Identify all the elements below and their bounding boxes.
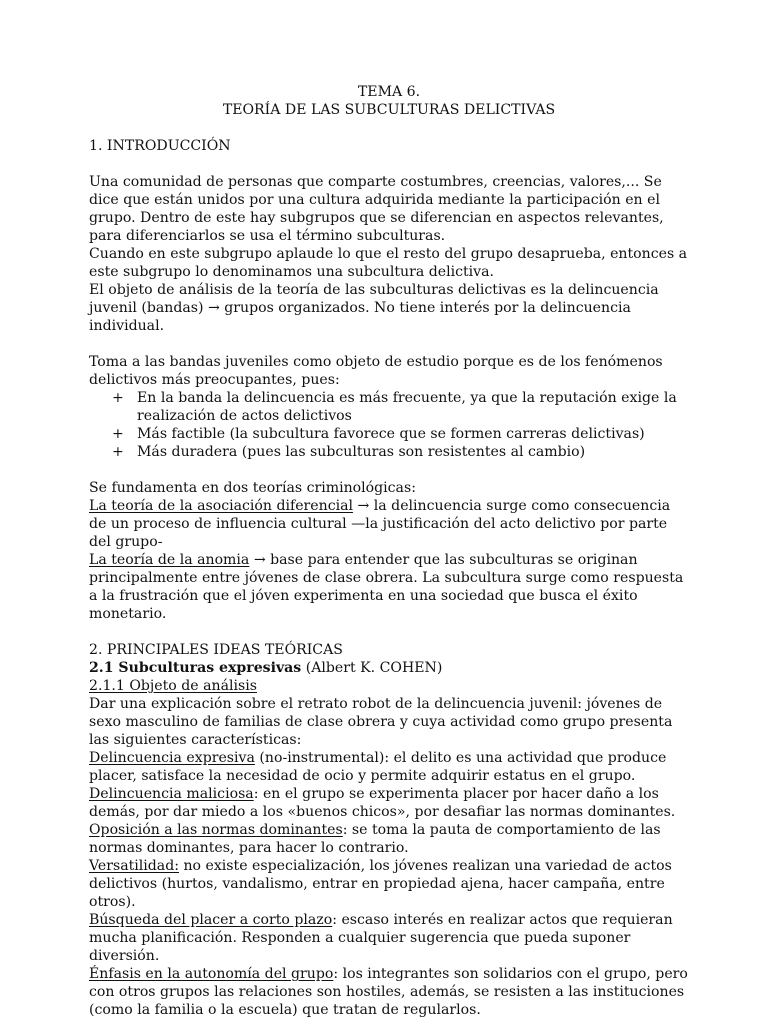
reasons-list: [89, 389, 689, 461]
subsection-2-1-title: 2.1 Subculturas expresivas: [89, 660, 302, 676]
characteristic-label: Delincuencia expresiva: [89, 750, 255, 766]
list-item-text: En la banda la delincuencia es más frecuente, ya que la reputación exige la realización de actos delictivos: [137, 390, 677, 424]
intro-paragraph-1: Una comunidad de personas que comparte costumbres, creencias, valores,... Se dice que están unidos por una cultura adquirida mediante la participación en el grupo. Dentro de este hay subgrupos que se diferencian en aspectos relevantes, para diferenciarlos se usa el término subculturas.: [89, 174, 664, 244]
doc-title-line1: TEMA 6.: [357, 84, 421, 100]
characteristic-item: [89, 785, 689, 821]
characteristic-item: [89, 821, 689, 857]
plus-bullet: +: [112, 444, 124, 460]
characteristic-label: Delincuencia maliciosa: [89, 786, 254, 802]
plus-bullet: +: [112, 390, 124, 406]
theory-association-label: La teoría de la asociación diferencial: [89, 498, 354, 514]
intro-paragraph-3: El objeto de análisis de la teoría de las subculturas delictivas es la delincuencia juvenil (bandas) → grupos organizados. No tiene interés por la delincuencia individual.: [89, 282, 659, 334]
subsection-2-1-1: 2.1.1 Objeto de análisis: [89, 678, 257, 694]
characteristic-label: Versatilidad:: [89, 858, 179, 874]
characteristic-label: Búsqueda del placer a corto plazo: [89, 912, 333, 928]
characteristic-text: : se toma la pauta de comportamiento de las normas dominantes, para hacer lo contrario.: [89, 822, 661, 856]
doc-title-line2: TEORÍA DE LAS SUBCULTURAS DELICTIVAS: [222, 102, 556, 118]
list-item-text: Más factible (la subcultura favorece que se formen carreras delictivas): [137, 426, 645, 442]
plus-bullet: +: [112, 426, 124, 442]
characteristic-text: no existe especialización, los jóvenes realizan una variedad de actos delictivos (hurtos, vandalismo, entrar en propiedad ajena, hacer campaña, entre otros).: [89, 858, 672, 910]
list-item-text: Más duradera (pues las subculturas son resistentes al cambio): [137, 444, 586, 460]
characteristic-item: [89, 857, 689, 911]
theory-anomia: [89, 551, 689, 623]
section-2-heading: 2. PRINCIPALES IDEAS TEÓRICAS: [89, 642, 343, 658]
intro-paragraph-2: Cuando en este subgrupo aplaude lo que el resto del grupo desaprueba, entonces a este subgrupo lo denominamos una subcultura delictiva.: [89, 246, 688, 280]
characteristic-text: : en el grupo se experimenta placer por hacer daño a los demás, por dar miedo a los «buenos chicos», por desafiar las normas dominantes.: [89, 786, 676, 820]
subsection-intro: Dar una explicación sobre el retrato robot de la delincuencia juvenil: jóvenes de sexo masculino de familias de clase obrera y cuya actividad como grupo presenta las siguientes características:: [89, 696, 673, 748]
theory-anomia-label: La teoría de la anomia: [89, 552, 250, 568]
characteristic-item: [89, 965, 689, 1019]
characteristic-item: [89, 749, 689, 785]
characteristic-text: (no-instrumental): el delito es una actividad que produce placer, satisface la necesidad de ocio y permite adquirir estatus en el grupo.: [89, 750, 667, 784]
theory-anomia-text: → base para entender que las subculturas se originan principalmente entre jóvenes de clase obrera. La subcultura surge como respuesta a la frustración que el jóven experimenta en una sociedad que busca el éxito monetario.: [89, 552, 684, 622]
intro-paragraph-4: Toma a las bandas juveniles como objeto de estudio porque es de los fenómenos delictivos más preocupantes, pues:: [89, 354, 663, 388]
theory-association: [89, 497, 689, 551]
characteristic-text: : escaso interés en realizar actos que requieran mucha planificación. Responden a cualquier sugerencia que pueda suponer diversión.: [89, 912, 673, 964]
characteristic-label: Énfasis en la autonomía del grupo: [89, 966, 334, 982]
characteristic-item: [89, 911, 689, 965]
characteristic-label: Oposición a las normas dominantes: [89, 822, 343, 838]
subsection-2-1: [89, 659, 689, 677]
section-1-heading: 1. INTRODUCCIÓN: [89, 138, 231, 154]
characteristic-text: : los integrantes son solidarios con el grupo, pero con otros grupos las relaciones son hostiles, además, se resisten a las instituciones (como la familia o la escuela) que tratan de regularlos.: [89, 966, 688, 1018]
document-body: [89, 83, 689, 1019]
theories-intro: Se fundamenta en dos teorías criminológicas:: [89, 480, 416, 496]
theory-association-text: → la delincuencia surge como consecuencia de un proceso de influencia cultural —la justificación del acto delictivo por parte del grupo-: [89, 498, 671, 550]
list-item: [89, 443, 689, 461]
subsection-2-1-author: (Albert K. COHEN): [301, 660, 443, 676]
list-item: [89, 389, 689, 425]
list-item: [89, 425, 689, 443]
